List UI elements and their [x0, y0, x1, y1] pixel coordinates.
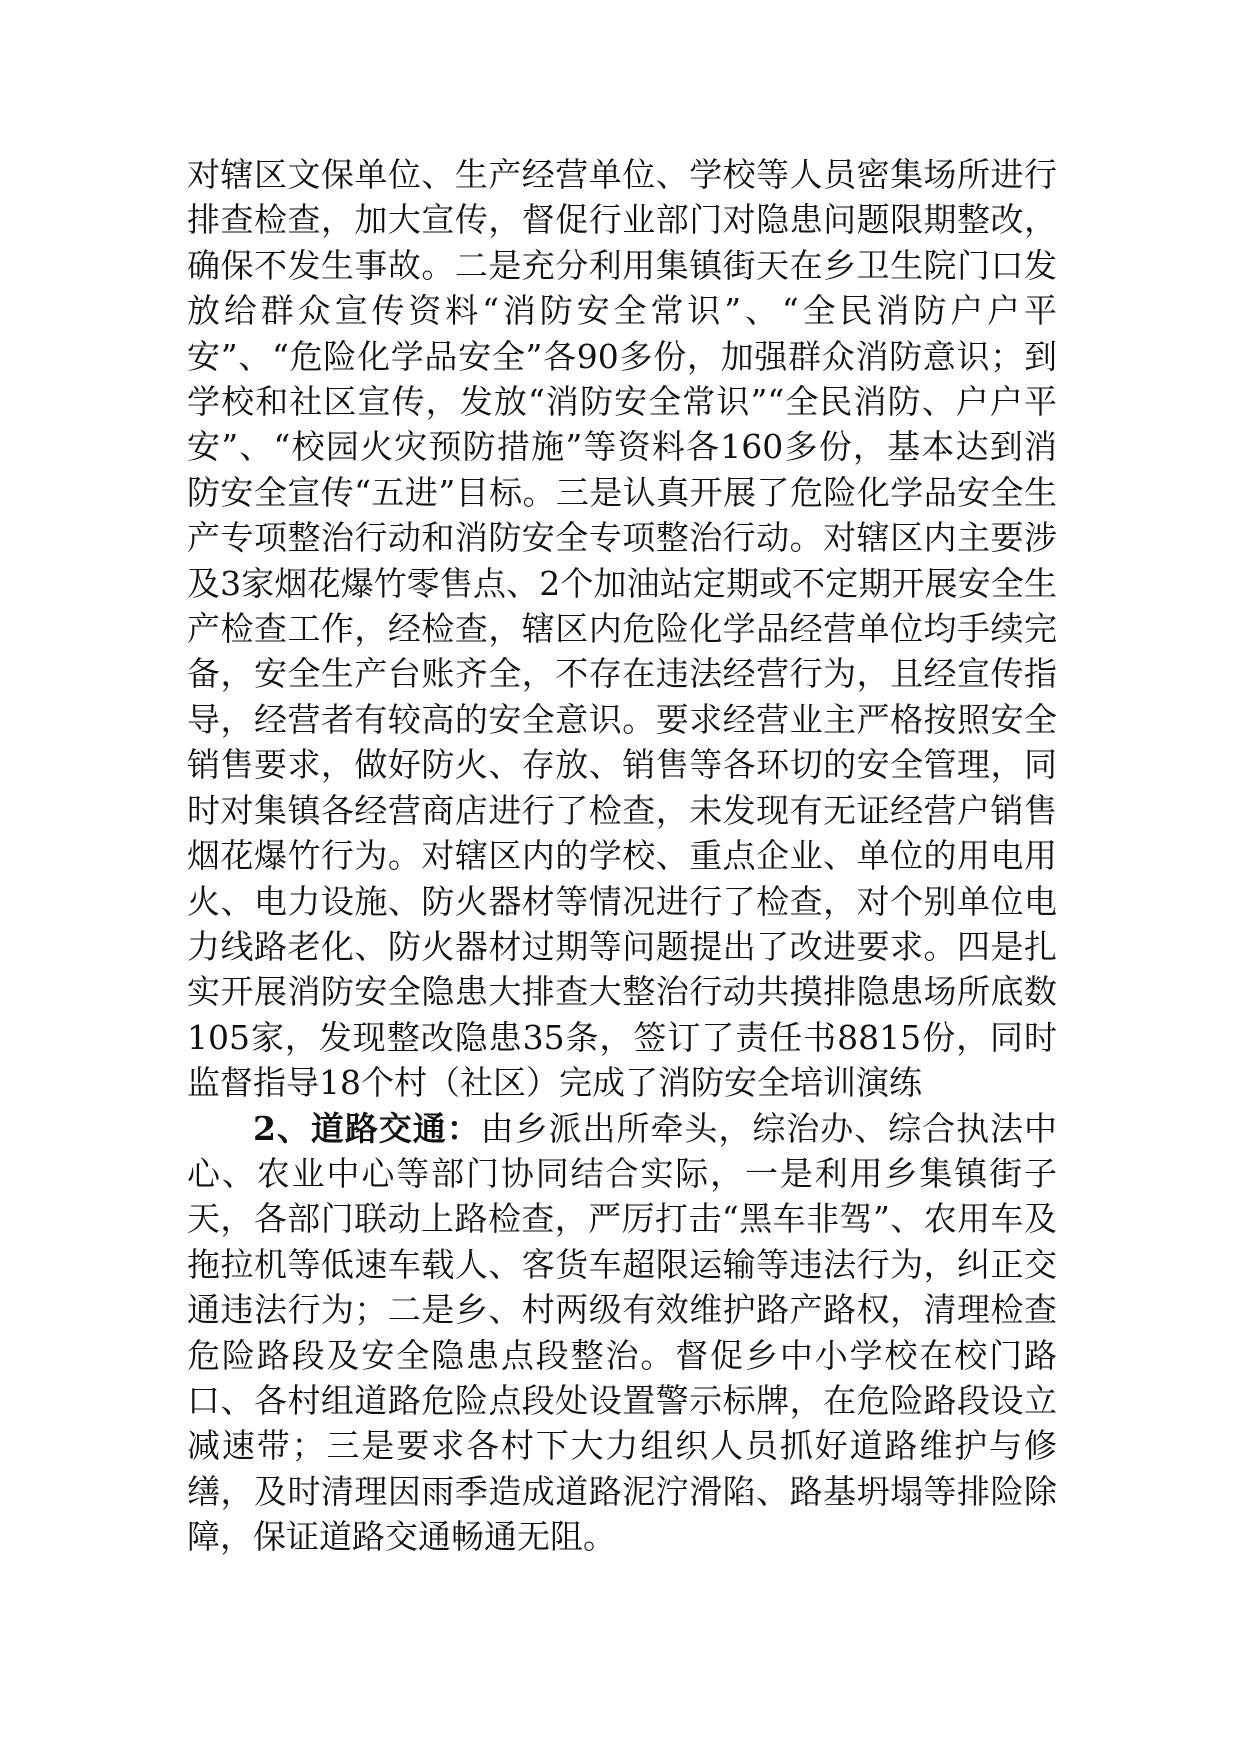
paragraph-road-traffic-body: 由乡派出所牵头，综治办、综合执法中心、农业中心等部门协同结合实际，一是利用乡集镇街子天，各部门联动上路检查，严厉打击“黑车非驾”、农用车及拖拉机等低速车载人、客货车超限运输等违法行为，纠正交通违法行为；二是乡、村两级有效维护路产路权，清理检查危险路段及安全隐患点段整治。督促乡中小学校在校门路口、各村组道路危险点段处设置警示标牌，在危险路段设立减速带；三是要求各村下大力组织人员抓好道路维护与修缮，及时清理因雨季造成道路泥泞滑陷、路基坍塌等排险除障，保证道路交通畅通无阻。	[187, 1108, 1057, 1557]
section-heading-road-traffic: 2、道路交通：	[253, 1108, 481, 1148]
paragraph-fire-safety: 对辖区文保单位、生产经营单位、学校等人员密集场所进行排查检查，加大宣传，督促行业部门对隐患问题限期整改，确保不发生事故。二是充分利用集镇街天在乡卫生院门口发放给群众宣传资料“消防安全常识”、“全民消防户户平安”、“危险化学品安全”各90多份，加强群众消防意识；到学校和社区宣传，发放“消防安全常识”“全民消防、户户平安”、“校园火灾预防措施”等资料各160多份，基本达到消防安全宣传“五进”目标。三是认真开展了危险化学品安全生产专项整治行动和消防安全专项整治行动。对辖区内主要涉及3家烟花爆竹零售点、2个加油站定期或不定期开展安全生产检查工作，经检查，辖区内危险化学品经营单位均手续完备，安全生产台账齐全，不存在违法经营行为，且经宣传指导，经营者有较高的安全意识。要求经营业主严格按照安全销售要求，做好防火、存放、销售等各环切的安全管理，同时对集镇各经营商店进行了检查，未发现有无证经营户销售烟花爆竹行为。对辖区内的学校、重点企业、单位的用电用火、电力设施、防火器材等情况进行了检查，对个别单位电力线路老化、防火器材过期等问题提出了改进要求。四是扎实开展消防安全隐患大排查大整治行动共摸排隐患场所底数105家，发现整改隐患35条，签订了责任书8815份，同时监督指导18个村（社区）完成了消防安全培训演练	[187, 155, 1057, 1103]
paragraph-road-traffic	[187, 1106, 1057, 1560]
document-body	[187, 152, 1057, 1560]
